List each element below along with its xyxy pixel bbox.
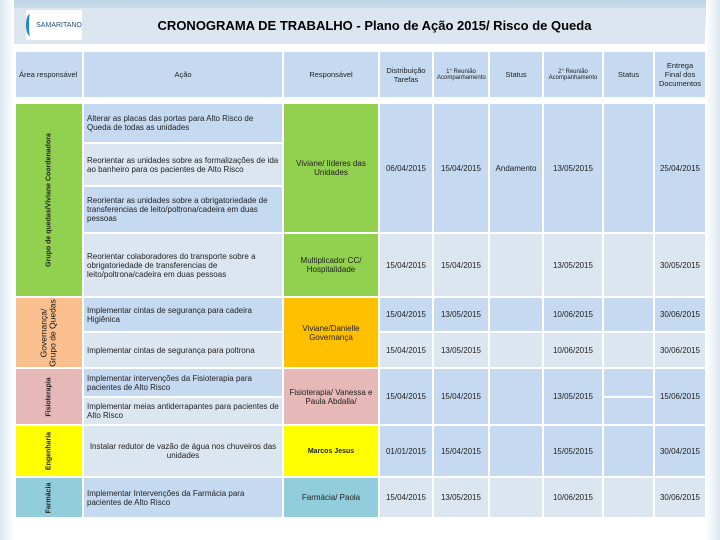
col-action: Ação <box>83 51 283 98</box>
final-date: 25/04/2015 <box>654 103 706 233</box>
action-cell: Implementar cintas de segurança para cadeira Higiênica <box>83 297 283 332</box>
meeting-2-date: 15/05/2015 <box>543 425 603 477</box>
meeting-1-date: 15/04/2015 <box>433 233 489 297</box>
action-cell: Reorientar as unidades sobre a obrigatoriedade de transferencias de leito/poltrona/cadeira em duas pessoas <box>83 186 283 233</box>
status-1: Andamento <box>489 103 543 233</box>
responsible-cell: Viviane/Danielle Governança <box>283 297 379 368</box>
responsible-cell: Farmácia/ Paola <box>283 477 379 518</box>
status-1 <box>489 368 543 425</box>
responsible-cell: Fisioterapia/ Vanessa e Paula Abdalla/ <box>283 368 379 425</box>
header-row <box>15 51 706 98</box>
status-1 <box>489 425 543 477</box>
action-cell: Instalar redutor de vazão de água nos chuveiros das unidades <box>83 425 283 477</box>
left-decoration <box>0 0 14 540</box>
status-2 <box>603 332 654 368</box>
status-2 <box>603 103 654 233</box>
title-bar <box>14 8 705 44</box>
action-cell: Reorientar as unidades sobre as formalizações de ida ao banheiro para os pacientes de Alto Risco <box>83 143 283 186</box>
col-meeting-1: 1° Reunião Acompanhamento <box>433 51 489 98</box>
area-cell <box>15 477 83 518</box>
col-responsible: Responsável <box>283 51 379 98</box>
table-row <box>15 297 706 332</box>
distribution-date: 15/04/2015 <box>379 297 433 332</box>
meeting-2-date: 10/06/2015 <box>543 297 603 332</box>
action-cell: Reorientar colaboradores do transporte sobre a obrigatoriedade de transferencias de leito/poltrona/cadeira em duas pessoas <box>83 233 283 297</box>
area-label: Farmácia <box>45 482 53 513</box>
action-cell: Implementar Intervenções da Farmácia para pacientes de Alto Risco <box>83 477 283 518</box>
col-meeting-2: 2° Reunião Acompanhamento <box>543 51 603 98</box>
status-2 <box>603 297 654 332</box>
distribution-date: 15/04/2015 <box>379 477 433 518</box>
action-cell: Alterar as placas das portas para Alto Risco de Queda de todas as unidades <box>83 103 283 143</box>
responsible-cell: Multiplicador CC/ Hospitalidade <box>283 233 379 297</box>
meeting-2-date: 13/05/2015 <box>543 368 603 425</box>
final-date: 30/06/2015 <box>654 477 706 518</box>
status-1 <box>489 297 543 332</box>
status-2 <box>603 477 654 518</box>
final-date: 30/04/2015 <box>654 425 706 477</box>
status-2 <box>603 368 654 397</box>
meeting-1-date: 15/04/2015 <box>433 103 489 233</box>
status-1 <box>489 477 543 518</box>
table-row <box>15 233 706 297</box>
meeting-1-date: 13/05/2015 <box>433 332 489 368</box>
final-date: 30/06/2015 <box>654 297 706 332</box>
distribution-date: 15/04/2015 <box>379 233 433 297</box>
status-1 <box>489 233 543 297</box>
schedule-table <box>14 50 707 519</box>
col-status-2: Status <box>603 51 654 98</box>
logo-text: SAMARITANO <box>36 21 82 29</box>
area-cell <box>15 297 83 368</box>
status-1 <box>489 332 543 368</box>
col-status-1: Status <box>489 51 543 98</box>
table-row <box>15 425 706 477</box>
meeting-2-date: 10/06/2015 <box>543 477 603 518</box>
col-distribution: Distribuição Tarefas <box>379 51 433 98</box>
area-label: Engenharia <box>45 431 53 471</box>
meeting-2-date: 13/05/2015 <box>543 233 603 297</box>
area-label: Governança/ Grupo de Quedas <box>38 298 58 367</box>
meeting-1-date: 13/05/2015 <box>433 477 489 518</box>
page-title: CRONOGRAMA DE TRABALHO - Plano de Ação 2015/ Risco de Queda <box>157 18 592 33</box>
status-2 <box>603 425 654 477</box>
responsible-cell: Marcos Jesus <box>283 425 379 477</box>
distribution-date: 06/04/2015 <box>379 103 433 233</box>
area-label: Fisioterapia <box>45 376 53 417</box>
area-cell <box>15 103 83 297</box>
area-cell <box>15 368 83 425</box>
col-final-delivery: Entrega Final dos Documentos <box>654 51 706 98</box>
final-date: 30/05/2015 <box>654 233 706 297</box>
area-cell <box>15 425 83 477</box>
right-decoration <box>706 0 720 540</box>
action-cell: Implementar intervenções da Fisioterapia para pacientes de Alto Risco <box>83 368 283 397</box>
responsible-cell: Viviane/ líderes das Unidades <box>283 103 379 233</box>
distribution-date: 15/04/2015 <box>379 332 433 368</box>
area-label: Grupo de quedas/Viviane Coordenadora <box>45 133 53 267</box>
status-2 <box>603 233 654 297</box>
table-row <box>15 368 706 397</box>
meeting-2-date: 13/05/2015 <box>543 103 603 233</box>
action-cell: Implementar cintas de segurança para poltrona <box>83 332 283 368</box>
meeting-2-date: 10/06/2015 <box>543 332 603 368</box>
distribution-date: 15/04/2015 <box>379 368 433 425</box>
distribution-date: 01/01/2015 <box>379 425 433 477</box>
status-2 <box>603 397 654 425</box>
action-cell: Implementar meias antiderrapantes para pacientes de Alto Risco <box>83 397 283 425</box>
col-area: Área responsável <box>15 51 83 98</box>
meeting-1-date: 15/04/2015 <box>433 425 489 477</box>
meeting-1-date: 15/04/2015 <box>433 368 489 425</box>
table-row <box>15 103 706 143</box>
table-row <box>15 477 706 518</box>
final-date: 30/06/2015 <box>654 332 706 368</box>
meeting-1-date: 13/05/2015 <box>433 297 489 332</box>
final-date: 15/06/2015 <box>654 368 706 425</box>
